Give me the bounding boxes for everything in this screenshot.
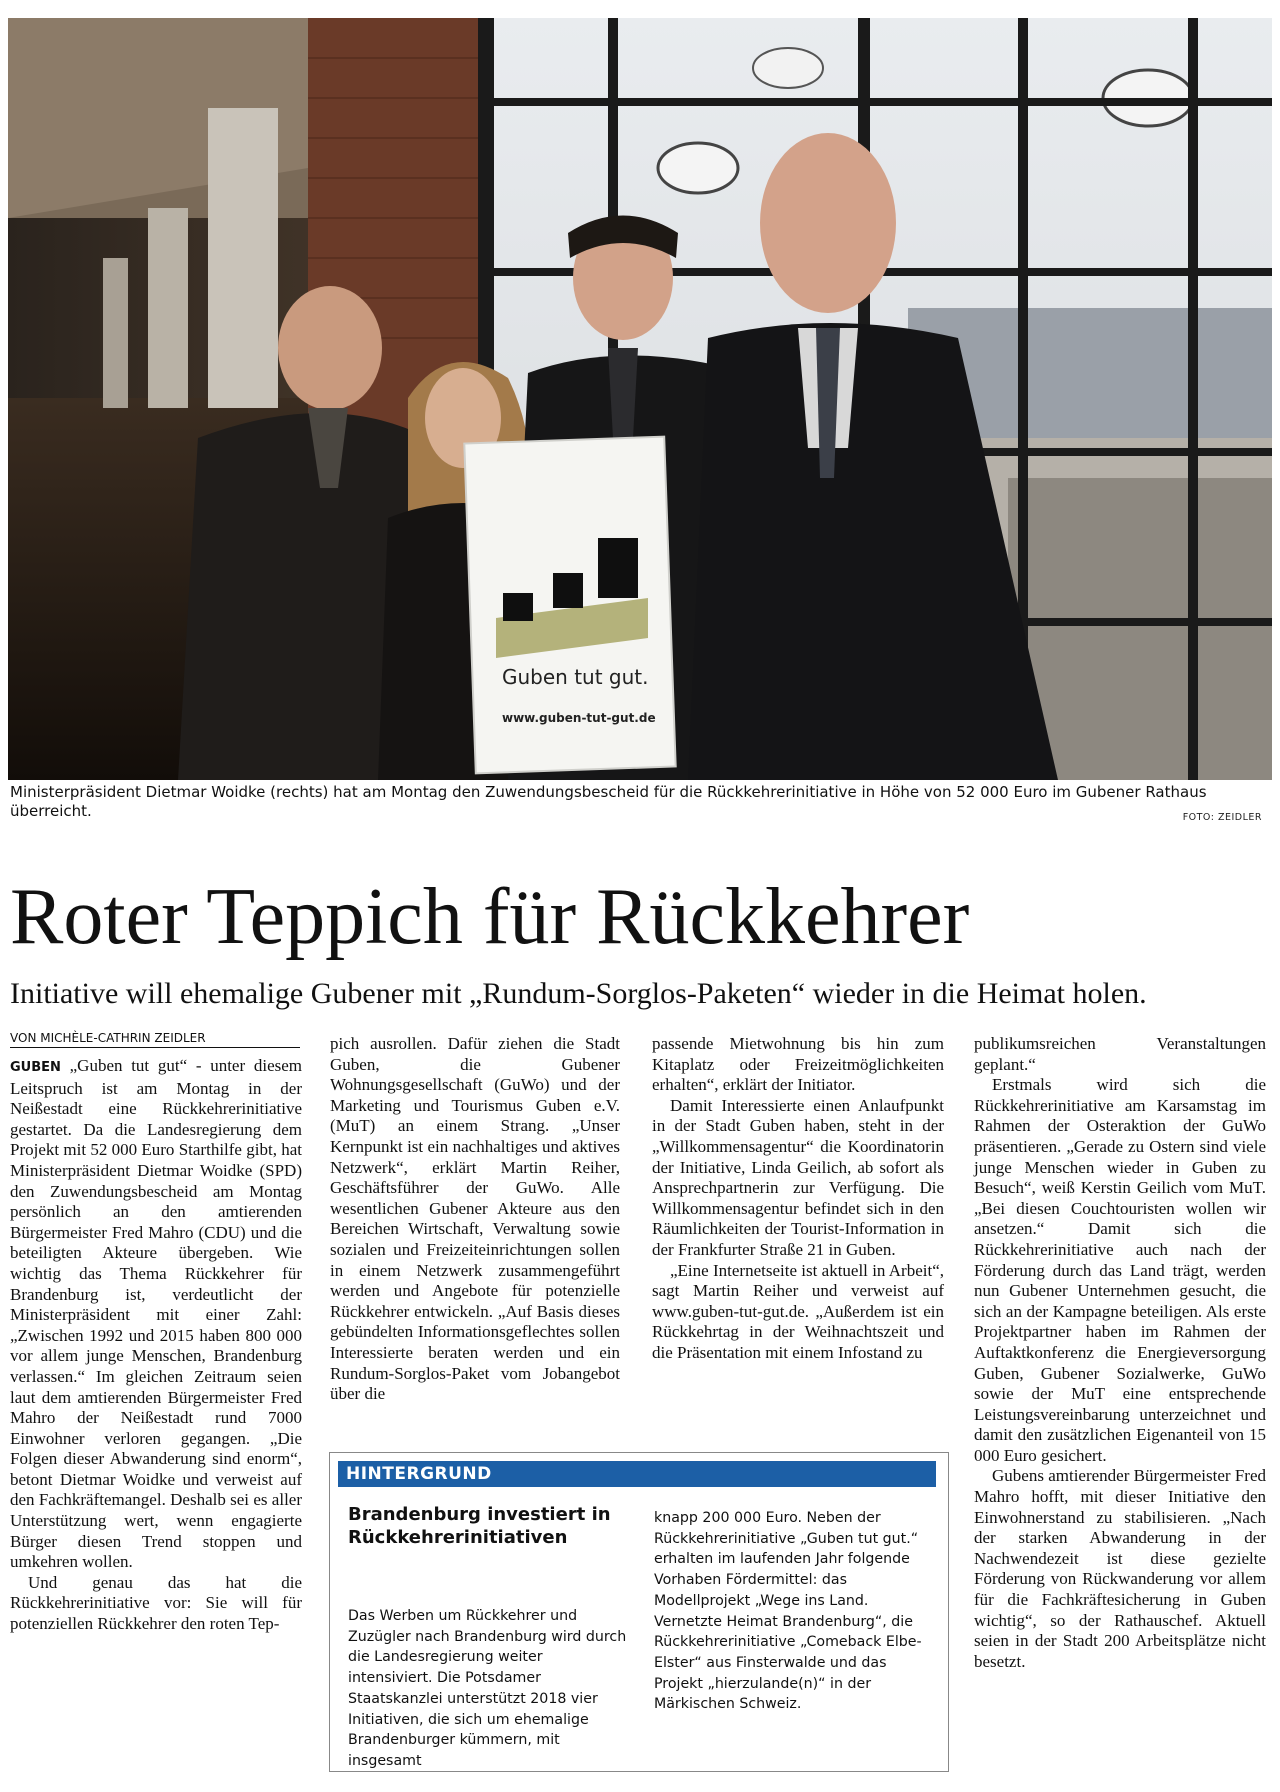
paragraph: Und genau das hat die Rückkehrerinitiative vor: Sie will für potenziellen Rückkehrer den roten Tep- (10, 1572, 302, 1634)
paragraph: passende Mietwohnung bis hin zum Kitaplatz oder Freizeitmöglichkeiten erhalten“, erklärt der Initiator. (652, 1034, 944, 1095)
paragraph: Erstmals wird sich die Rückkehrerinitiative am Karsamstag im Rahmen der Osteraktion der GuWo präsentieren. „Gerade zu Ostern sind viele junge Menschen wieder in Guben zu Besuch“, weiß Kerstin Geilich vom MuT. „Bei diesen Couchtouristen wollen wir ansetzen.“ Damit sich die Rückkehrerinitiative auch nach der Förderung durch das Land trägt, werden nun Gubener Unternehmen gesucht, die sich an der Kampagne beteiligen. Als erste Projektpartner haben im Rahmen der Auftaktkonferenz die Energieversorgung Guben, Gubener Sozialwerke, GuWo sowie der MuT eine entsprechende Leistungsvereinbarung unterzeichnet und damit den zusätzlichen Eigenanteil von 15 000 Euro gesichert. (974, 1075, 1266, 1465)
paragraph: pich ausrollen. Dafür ziehen die Stadt Guben, die Gubener Wohnungsgesellschaft (GuWo) und der Marketing und Tourismus Guben e.V. (MuT) an einem Strang. „Unser Kernpunkt ist ein nachhaltiges und aktives Netzwerk“, erklärt Martin Reiher, Geschäftsführer der GuWo. Alle wesentlichen Gubener Akteure aus den Bereichen Wirtschaft, Verwaltung sowie sozialen und Freizeiteinrichtungen sollen in einem Netzwerk zusammengeführt werden und Angebote für potenzielle Rückkehrer entwickeln. „Auf Basis dieses gebündelten Informationsgeflechtes sollen Interessierte beraten werden und ein Rundum-Sorglos-Paket vom Jobangebot über die (330, 1034, 620, 1404)
subheadline: Initiative will ehemalige Gubener mit „Rundum-Sorglos-Paketen“ wieder in die Heimat holen. (10, 977, 1147, 1010)
article-column-2 (330, 1034, 620, 1444)
article-column-4 (974, 1034, 1266, 1784)
paragraph: „Eine Internetseite ist aktuell in Arbeit“, sagt Martin Reiher und verweist auf www.guben-tut-gut.de. „Außerdem ist ein Rückkehrtag in der Weihnachtszeit und die Präsentation mit einem Infostand zu (652, 1260, 944, 1362)
box-label: HINTERGRUND (346, 1464, 492, 1484)
photo-credit: FOTO: ZEIDLER (1182, 812, 1262, 823)
byline: VON MICHÈLE-CATHRIN ZEIDLER (10, 1031, 300, 1048)
paragraph: Gubens amtierender Bürgermeister Fred Mahro hofft, mit dieser Initiative den Einwohnerstand zu stabilisieren. „Nach der starken Abwanderung in der Nachwendezeit ist diese gezielte Förderung von Rückwanderung vor allem für die Fachkräftesicherung in Guben wichtig“, so der Rathauschef. Aktuell seien in der Stadt 200 Arbeitsplätze nicht besetzt. (974, 1466, 1266, 1671)
paragraph-text: „Guben tut gut“ - unter diesem Leitspruch ist am Montag in der Neißestadt eine Rückkehrerinitiative gestartet. Da die Landesregierung dem Projekt mit 52 000 Euro Starthilfe gibt, hat Ministerpräsident Dietmar Woidke (SPD) den Zuwendungsbescheid am Montag persönlich an den amtierenden Bürgermeister Fred Mahro (CDU) und die beteiligten Akteure übergeben. Wie wichtig das Thema Rückkehrer für Brandenburg ist, verdeutlicht der Ministerpräsident mit einer Zahl: „Zwischen 1992 und 2015 haben 800 000 vor allem junge Menschen, Brandenburg verlassen.“ Im gleichen Zeitraum seien laut dem amtierenden Bürgermeister Fred Mahro der Neißestadt rund 7000 Einwohner verloren gegangen. „Die Folgen dieser Abwanderung sind enorm“, betont Dietmar Woidke und verweist auf den Fachkräftemangel. Deshalb sei es aller Unterstützung wert, wenn engagierte Bürger diesen Trend stoppen und umkehren wollen. (10, 1056, 302, 1572)
dateline: GUBEN (10, 1060, 61, 1075)
paragraph (10, 1056, 302, 1573)
paragraph: Damit Interessierte einen Anlaufpunkt in der Stadt Guben haben, steht in der „Willkommensagentur“ die Koordinatorin der Initiative, Linda Geilich, ab sofort als Ansprechpartnerin zur Verfügung. Die Willkommensagentur befindet sich in den Räumlichkeiten der Tourist-Information in der Frankfurter Straße 21 in Guben. (652, 1095, 944, 1259)
sign-text: Guben tut gut. (502, 665, 649, 689)
box-text-right: knapp 200 000 Euro. Neben der Rückkehrerinitiative „Guben tut gut.“ erhalten im laufenden Jahr folgende Vorhaben Fördermittel: das Modellprojekt „Wege ins Land. Vernetzte Heimat Brandenburg“, die Rückkehrerinitiative „Comeback Elbe-Elster“ aus Finsterwalde und das Projekt „hierzulande(n)“ in der Märkischen Schweiz. (654, 1510, 922, 1713)
article-column-3 (652, 1034, 944, 1444)
box-label-bar (338, 1461, 936, 1487)
background-box (329, 1452, 949, 1772)
paragraph: publikumsreichen Veranstaltungen geplant.“ (974, 1034, 1266, 1074)
photo-caption: Ministerpräsident Dietmar Woidke (rechts) hat am Montag den Zuwendungsbescheid für die Rückkehrerinitiative in Höhe von 52 000 Euro im Gubener Rathaus überreicht. (10, 783, 1207, 820)
sign-url: www.guben-tut-gut.de (502, 711, 656, 725)
guben-sign (464, 437, 675, 774)
article-photo (8, 18, 1272, 780)
box-title: Brandenburg investiert in Rückkehrerinitiativen (348, 1504, 611, 1548)
headline: Roter Teppich für Rückkehrer (10, 873, 970, 961)
article-column-1 (10, 1056, 302, 1784)
box-text-left: Das Werben um Rückkehrer und Zuzügler nach Brandenburg wird durch die Landesregierung weiter intensiviert. Die Potsdamer Staatskanzlei unterstützt 2018 vier Initiativen, die sich um ehemalige Brandenburger kümmern, mit insgesamt (348, 1608, 627, 1769)
